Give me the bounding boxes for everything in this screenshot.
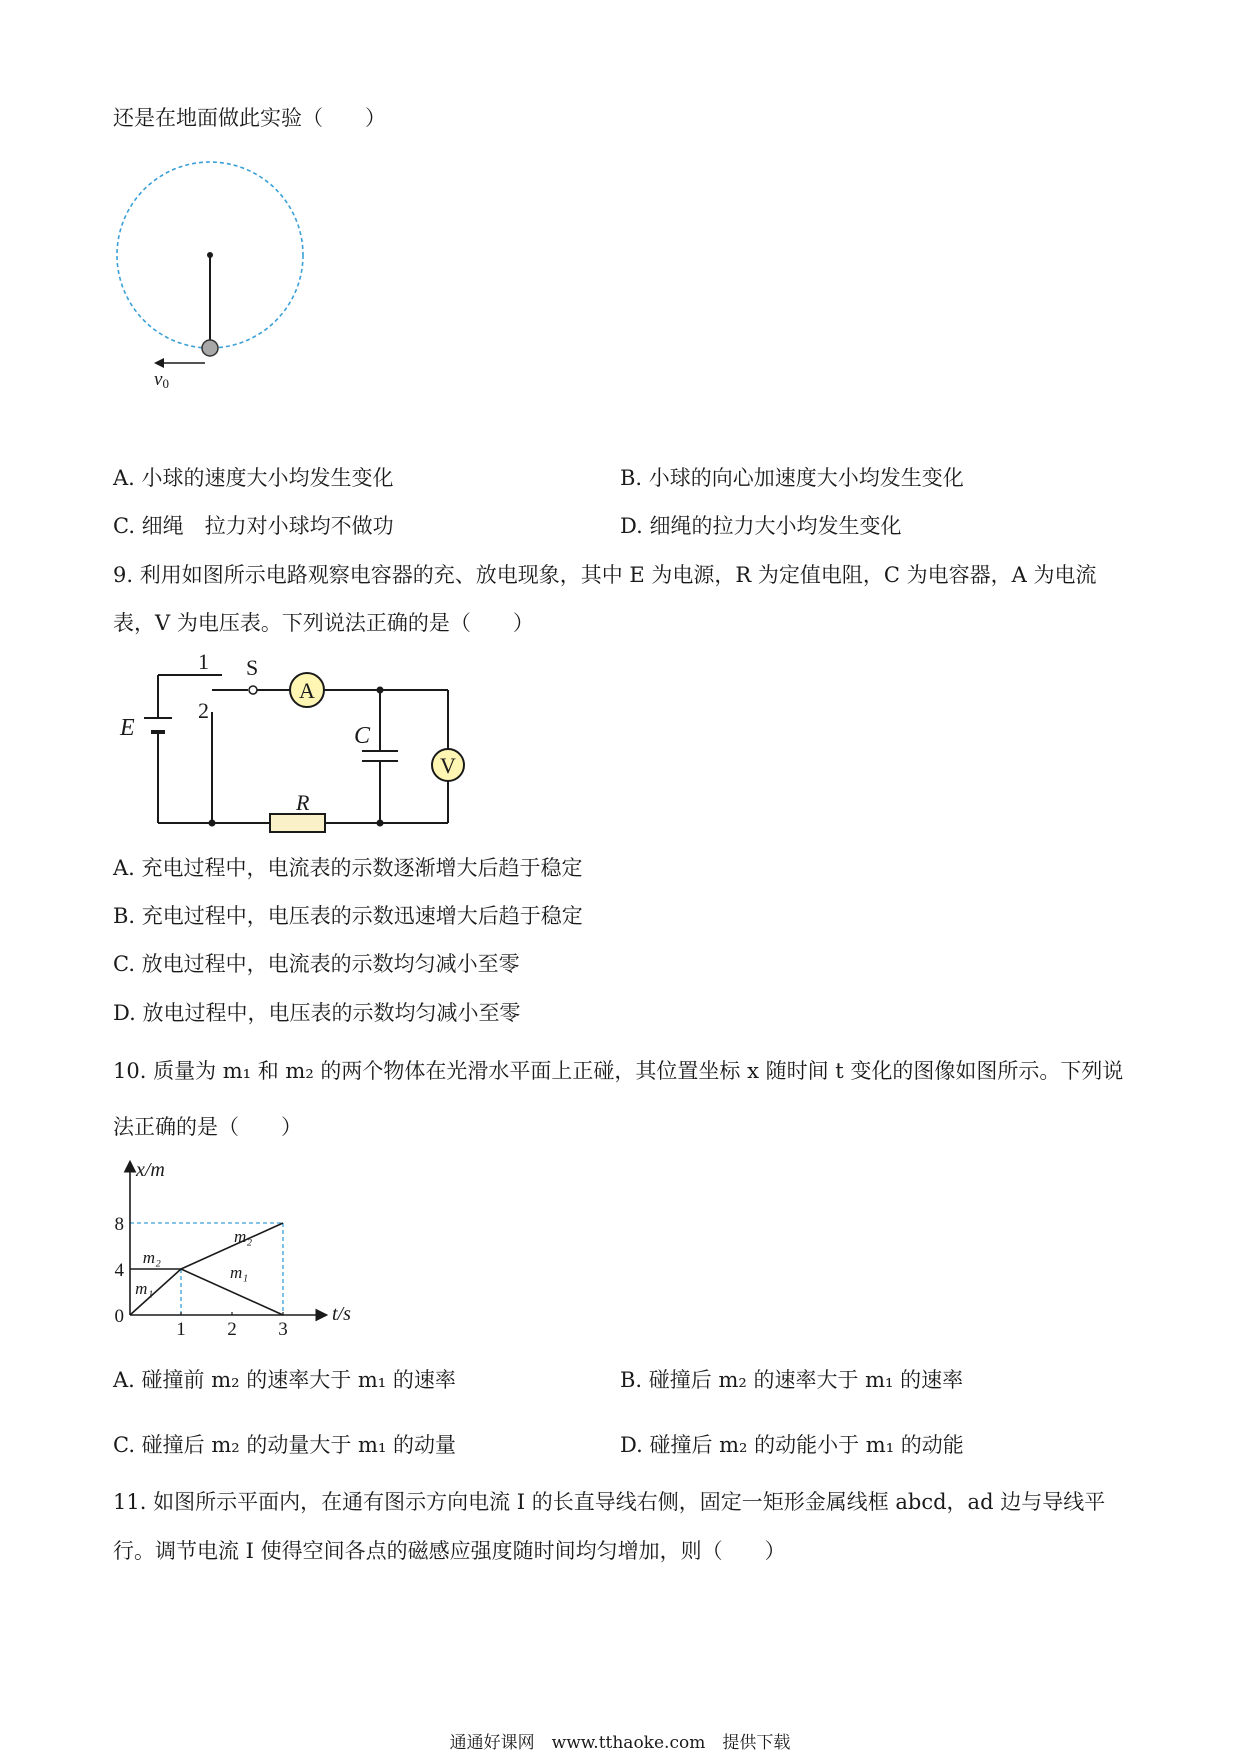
voltmeter-label: V — [440, 753, 456, 778]
pivot-point — [207, 252, 213, 258]
y-axis-label: x/m — [136, 1159, 165, 1181]
junction-top — [377, 687, 384, 694]
q8-option-d: D. 细绳的拉力大小均发生变化 — [620, 514, 902, 538]
q11-stem-line1: 11. 如图所示平面内，在通有图示方向电流 I 的长直导线右侧，固定一矩形金属线框 abcd，ad 边与导线平 — [113, 1490, 1106, 1514]
q8-option-a: A. 小球的速度大小均发生变化 — [113, 466, 394, 490]
q10-stem-line1: 10. 质量为 m₁ 和 m₂ 的两个物体在光滑水平面上正碰，其位置坐标 x 随时间 t 变化的图像如图所示。下列说 — [113, 1059, 1124, 1083]
xt-chart — [100, 1155, 380, 1345]
resistor-label: R — [296, 790, 310, 815]
v0-label: v0 — [154, 369, 169, 391]
ammeter-label: A — [299, 678, 315, 703]
q8-option-c: C. 细绳 拉力对小球均不做功 — [113, 514, 394, 538]
x-tick-label-0: 1 — [176, 1319, 186, 1340]
contact-1-label: 1 — [198, 649, 209, 674]
q9-option-d: D. 放电过程中，电压表的示数均匀减小至零 — [113, 1001, 521, 1025]
capacitor-label: C — [354, 723, 371, 749]
resistor — [270, 814, 325, 832]
q10-option-d: D. 碰撞后 m₂ 的动能小于 m₁ 的动能 — [620, 1433, 964, 1457]
switch-label: S — [246, 655, 259, 680]
q9-stem-line1: 9. 利用如图所示电路观察电容器的充、放电现象，其中 E 为电源，R 为定值电阻，C 为电容器，A 为电流 — [113, 563, 1097, 587]
q10-option-b: B. 碰撞后 m₂ 的速率大于 m₁ 的速率 — [620, 1368, 964, 1392]
x-tick-label-1: 2 — [227, 1319, 237, 1340]
circuit-figure — [110, 640, 490, 840]
y-tick-label-1: 4 — [114, 1260, 124, 1281]
source-label: E — [120, 715, 135, 741]
x-tick-label-2: 3 — [278, 1319, 288, 1340]
series-label-2: m₂ — [234, 1227, 253, 1246]
footer-credit: 通通好课网 www.tthaoke.com 提供下载 — [449, 1733, 791, 1753]
series-label-0: m₁ — [135, 1279, 154, 1298]
q10-stem-line2: 法正确的是（ ） — [113, 1115, 302, 1139]
junction-bottom-right — [377, 820, 384, 827]
q10-option-c: C. 碰撞后 m₂ 的动量大于 m₁ 的动量 — [113, 1433, 457, 1457]
x-axis-label: t/s — [332, 1303, 351, 1325]
series-label-3: m₁ — [230, 1263, 249, 1282]
q9-option-b: B. 充电过程中，电压表的示数迅速增大后趋于稳定 — [113, 904, 583, 928]
q9-option-a: A. 充电过程中，电流表的示数逐渐增大后趋于稳定 — [113, 856, 583, 880]
q10-option-a: A. 碰撞前 m₂ 的速率大于 m₁ 的速率 — [113, 1368, 456, 1392]
series-label-1: m₂ — [142, 1248, 161, 1267]
switch-pivot — [249, 686, 257, 694]
pendulum-figure — [100, 150, 320, 400]
q11-stem-line2: 行。调节电流 I 使得空间各点的磁感应强度随时间均匀增加，则（ ） — [113, 1539, 786, 1563]
y-tick-label-0: 0 — [114, 1306, 124, 1327]
ball — [202, 340, 218, 356]
q8-option-b: B. 小球的向心加速度大小均发生变化 — [620, 466, 964, 490]
q8-stem-tail: 还是在地面做此实验（ ） — [113, 106, 386, 130]
junction-bottom-left — [209, 820, 216, 827]
y-tick-label-2: 8 — [114, 1214, 124, 1235]
contact-2-label: 2 — [198, 698, 209, 723]
q9-option-c: C. 放电过程中，电流表的示数均匀减小至零 — [113, 952, 520, 976]
q9-stem-line2: 表，V 为电压表。下列说法正确的是（ ） — [113, 611, 534, 635]
velocity-arrowhead — [154, 358, 164, 368]
